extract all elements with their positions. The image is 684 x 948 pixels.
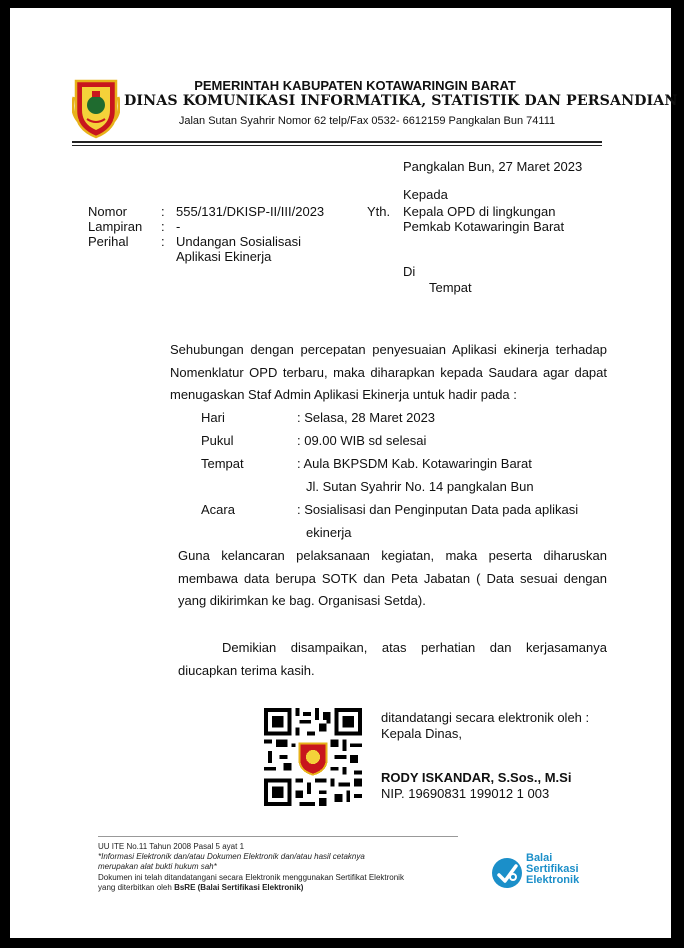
intro-line: menugaskan Staf Admin Aplikasi Ekinerja untuk hadir pada : xyxy=(170,387,517,402)
thanks-paragraph xyxy=(178,637,607,682)
letterhead-agency: DINAS KOMUNIKASI INFORMATIKA, STATISTIK DAN PERSANDIAN xyxy=(124,93,678,109)
letterhead-government: PEMERINTAH KABUPATEN KOTAWARINGIN BARAT xyxy=(194,78,516,93)
detail-label-pukul: Pukul xyxy=(201,433,234,448)
thanks-line: diucapkan terima kasih. xyxy=(178,662,315,678)
signature-name: RODY ISKANDAR, S.Sos., M.Si xyxy=(381,770,572,785)
perihal-value-2: Aplikasi Ekinerja xyxy=(176,249,272,264)
detail-value-acara-2: ekinerja xyxy=(306,525,352,540)
bsre-logo-icon xyxy=(491,857,523,889)
bsre-line-2: Sertifikasi xyxy=(526,863,579,875)
closing-line: Guna kelancaran pelaksanaan kegiatan, maka peserta diharuskan xyxy=(178,548,607,563)
intro-paragraph xyxy=(170,339,607,407)
letter-date: Pangkalan Bun, 27 Maret 2023 xyxy=(403,159,583,174)
footer-quote-2-text: merupakan alat bukti hukum sah* xyxy=(98,862,217,871)
footer-note-2-bold: BsRE (Balai Sertifikasi Elektronik) xyxy=(174,883,304,892)
detail-label-tempat: Tempat xyxy=(201,456,244,471)
detail-value-tempat-2: Jl. Sutan Syahrir No. 14 pangkalan Bun xyxy=(306,479,534,494)
signature-nip: NIP. 19690831 199012 1 003 xyxy=(381,786,550,801)
thanks-line: Demikian disampaikan, atas perhatian dan kerjasamanya xyxy=(222,640,607,655)
qr-code-icon xyxy=(264,708,362,806)
footer-note-2-prefix: yang diterbitkan oleh xyxy=(98,883,175,892)
intro-line: Nomenklatur OPD terbaru, maka diharapkan kepada Saudara agar dapat xyxy=(170,364,607,380)
detail-value-pukul: : 09.00 WIB sd selesai xyxy=(297,433,427,448)
perihal-colon: : xyxy=(161,234,165,249)
letterhead-rule-thin xyxy=(72,145,602,146)
footer-rule xyxy=(98,836,458,837)
bsre-line-3: Elektronik xyxy=(526,874,580,886)
lampiran-value: - xyxy=(176,219,181,234)
signature-line2: Kepala Dinas, xyxy=(381,726,462,741)
detail-value-tempat: : Aula BKPSDM Kab. Kotawaringin Barat xyxy=(297,456,532,471)
bsre-line-1: Balai xyxy=(526,852,553,864)
bsre-label xyxy=(526,853,579,886)
detail-value-acara: : Sosialisasi dan Penginputan Data pada aplikasi xyxy=(297,502,579,517)
nomor-label: Nomor xyxy=(88,204,128,219)
closing-paragraph xyxy=(178,545,607,613)
footer-law: UU ITE No.11 Tahun 2008 Pasal 5 ayat 1 xyxy=(98,842,245,851)
recipient-kepada: Kepada xyxy=(403,187,448,202)
footer-note-1: Dokumen ini telah ditandatangani secara Elektronik menggunakan Sertifikat Elektronik xyxy=(98,873,404,882)
closing-line: membawa data berupa SOTK dan Peta Jabatan ( Data sesuai dengan xyxy=(178,570,607,586)
recipient-line2: Pemkab Kotawaringin Barat xyxy=(403,219,565,234)
footer-quote-1 xyxy=(98,852,365,861)
letterhead-address: Jalan Sutan Syahrir Nomor 62 telp/Fax 0532- 6612159 Pangkalan Bun 74111 xyxy=(178,115,556,127)
closing-line: yang dikirimkan ke bag. Organisasi Setda). xyxy=(178,593,426,608)
nomor-colon: : xyxy=(161,204,165,219)
detail-label-hari: Hari xyxy=(201,410,225,425)
recipient-tempat: Tempat xyxy=(429,280,472,295)
intro-line: Sehubungan dengan percepatan penyesuaian Aplikasi ekinerja terhadap xyxy=(170,342,607,357)
signature-line1: ditandatangi secara elektronik oleh : xyxy=(381,710,590,725)
footer-quote-1-text: *Informasi Elektronik dan/atau Dokumen Elektronik dan/atau hasil cetaknya xyxy=(98,852,365,861)
recipient-line1: Kepala OPD di lingkungan xyxy=(403,204,556,219)
footer-note-2 xyxy=(98,883,303,892)
perihal-label: Perihal xyxy=(88,234,129,249)
kotawaringin-barat-crest-icon xyxy=(72,77,120,139)
nomor-value: 555/131/DKISP-II/III/2023 xyxy=(176,204,325,219)
detail-value-hari: : Selasa, 28 Maret 2023 xyxy=(297,410,436,425)
letterhead-rule-thick xyxy=(72,141,602,143)
recipient-yth: Yth. xyxy=(367,204,391,219)
lampiran-label: Lampiran xyxy=(88,219,143,234)
perihal-value-1: Undangan Sosialisasi xyxy=(176,234,302,249)
footer-quote-2 xyxy=(98,862,217,871)
recipient-di: Di xyxy=(403,264,416,279)
detail-label-acara: Acara xyxy=(201,502,235,517)
lampiran-colon: : xyxy=(161,219,165,234)
